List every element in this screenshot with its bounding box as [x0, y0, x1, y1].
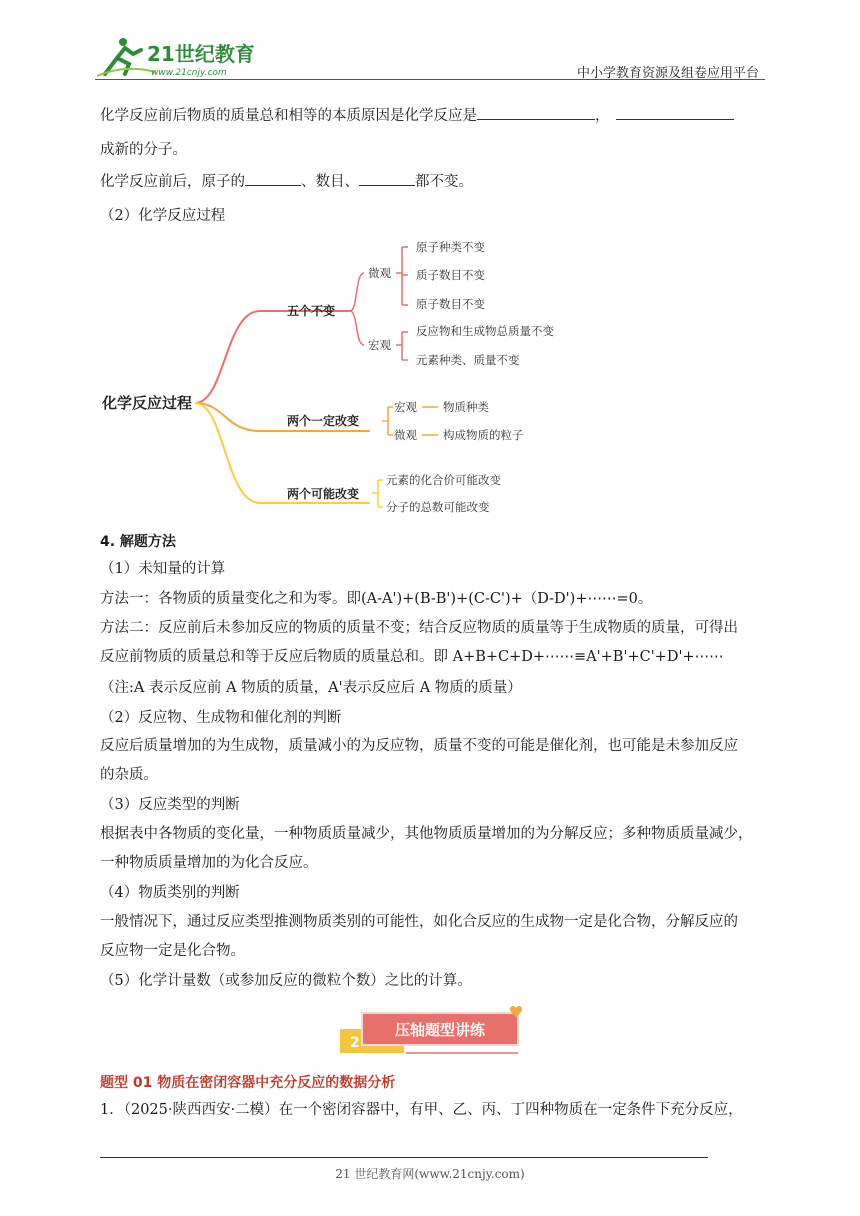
subsection-5: （5）化学计量数（或参加反应的微粒个数）之比的计算。 [100, 973, 472, 989]
body-line-1 [100, 101, 762, 131]
micro-item-2: 质子数目不变 [416, 268, 485, 282]
question-type-title: 题型 01 物质在密闭容器中充分反应的数据分析 [100, 1075, 396, 1091]
reaction-process-mindmap [100, 235, 580, 525]
branch-3-label: 两个可能改变 [287, 487, 360, 501]
fill-blank [245, 169, 301, 186]
micro-item-3: 原子数目不变 [416, 297, 485, 311]
platform-name: 中小学教育资源及组卷应用平台 [576, 66, 759, 81]
section-banner [340, 1003, 540, 1055]
para-4-line-1: 一般情况下，通过反应类型推测物质类别的可能性，如化合反应的生成物一定是化合物，分解反应的 [100, 914, 738, 930]
para-3-line-2: 一种物质质量增加的为化合反应。 [100, 855, 318, 871]
change-macro-key: 宏观 [394, 400, 417, 414]
banner-title: 压轴题型讲练 [394, 1021, 486, 1039]
fill-blank [616, 103, 734, 120]
macro-label: 宏观 [368, 338, 391, 352]
banner-number: 2 [350, 1035, 360, 1051]
branch-line-1 [195, 311, 350, 403]
method-two-line-1: 方法二：反应前后未参加反应的物质的质量不变；结合反应物质的质量等于生成物质的质量，可得出 [100, 620, 738, 636]
text-segment: ， [595, 108, 610, 124]
svg-text:21世纪教育: 21世纪教育 [147, 42, 255, 66]
section-title-methods: 4. 解题方法 [100, 534, 176, 550]
branch-1-label: 五个不变 [287, 304, 336, 318]
body-line-2: 成新的分子。 [100, 142, 187, 158]
para-3-line-1: 根据表中各物质的变化量，一种物质质量减少，其他物质质量增加的为分解反应；多种物质质量减少， [100, 826, 753, 842]
maybe-change-item-1: 元素的化合价可能改变 [386, 473, 501, 487]
text-segment: 化学反应前后物质的质量总和相等的本质原因是化学反应是 [100, 108, 477, 124]
method-one: 方法一：各物质的质量变化之和为零。即(A-A')+(B-B')+(C-C')+（D-D')+⋯⋯=0。 [100, 591, 653, 607]
text-segment: 都不变。 [415, 174, 473, 190]
text-segment: 、数目、 [301, 174, 359, 190]
question-1: 1．（2025·陕西西安·二模）在一个密闭容器中，有甲、乙、丙、丁四种物质在一定条件下充分反应， [100, 1102, 743, 1118]
para-2-line-1: 反应后质量增加的为生成物，质量减小的为反应物，质量不变的可能是催化剂，也可能是未参加反应 [100, 738, 738, 754]
branch-2-label: 两个一定改变 [287, 414, 360, 428]
macro-item-1: 反应物和生成物总质量不变 [416, 324, 554, 338]
fill-blank [359, 169, 415, 186]
para-4-line-2: 反应物一定是化合物。 [100, 943, 245, 959]
para-2-line-2: 的杂质。 [100, 767, 158, 783]
change-macro-value: 物质种类 [443, 400, 489, 414]
change-micro-value: 构成物质的粒子 [443, 428, 524, 442]
subsection-4: （4）物质类别的判断 [100, 885, 240, 901]
subsection-3: （3）反应类型的判断 [100, 797, 240, 813]
body-line-3 [100, 167, 762, 197]
svg-text:www.21cnjy.com: www.21cnjy.com [151, 68, 227, 78]
subsection-2: （2）反应物、生成物和催化剂的判断 [100, 710, 342, 726]
section-heading-process: （2）化学反应过程 [100, 208, 226, 224]
text-segment: 化学反应前后，原子的 [100, 174, 245, 190]
page-header [95, 34, 765, 80]
logo-icon [95, 34, 265, 78]
subsection-1: （1）未知量的计算 [100, 561, 226, 577]
fill-blank [477, 103, 595, 120]
header-divider [95, 79, 765, 80]
change-micro-key: 微观 [394, 428, 417, 442]
footer-text: 21 世纪教育网(www.21cnjy.com) [335, 1167, 525, 1181]
macro-item-2: 元素种类、质量不变 [416, 353, 520, 367]
micro-item-1: 原子种类不变 [416, 240, 485, 254]
micro-label: 微观 [368, 266, 391, 280]
maybe-change-item-2: 分子的总数可能改变 [386, 500, 490, 514]
method-two-line-2: 反应前物质的质量总和等于反应后物质的质量总和。即 A+B+C+D+⋯⋯≡A'+B'+C'+D'+⋯⋯ [100, 649, 724, 665]
footer-divider [100, 1157, 708, 1158]
mindmap-root: 化学反应过程 [102, 394, 193, 412]
note: （注:A 表示反应前 A 物质的质量，A'表示反应后 A 物质的质量） [100, 680, 522, 696]
